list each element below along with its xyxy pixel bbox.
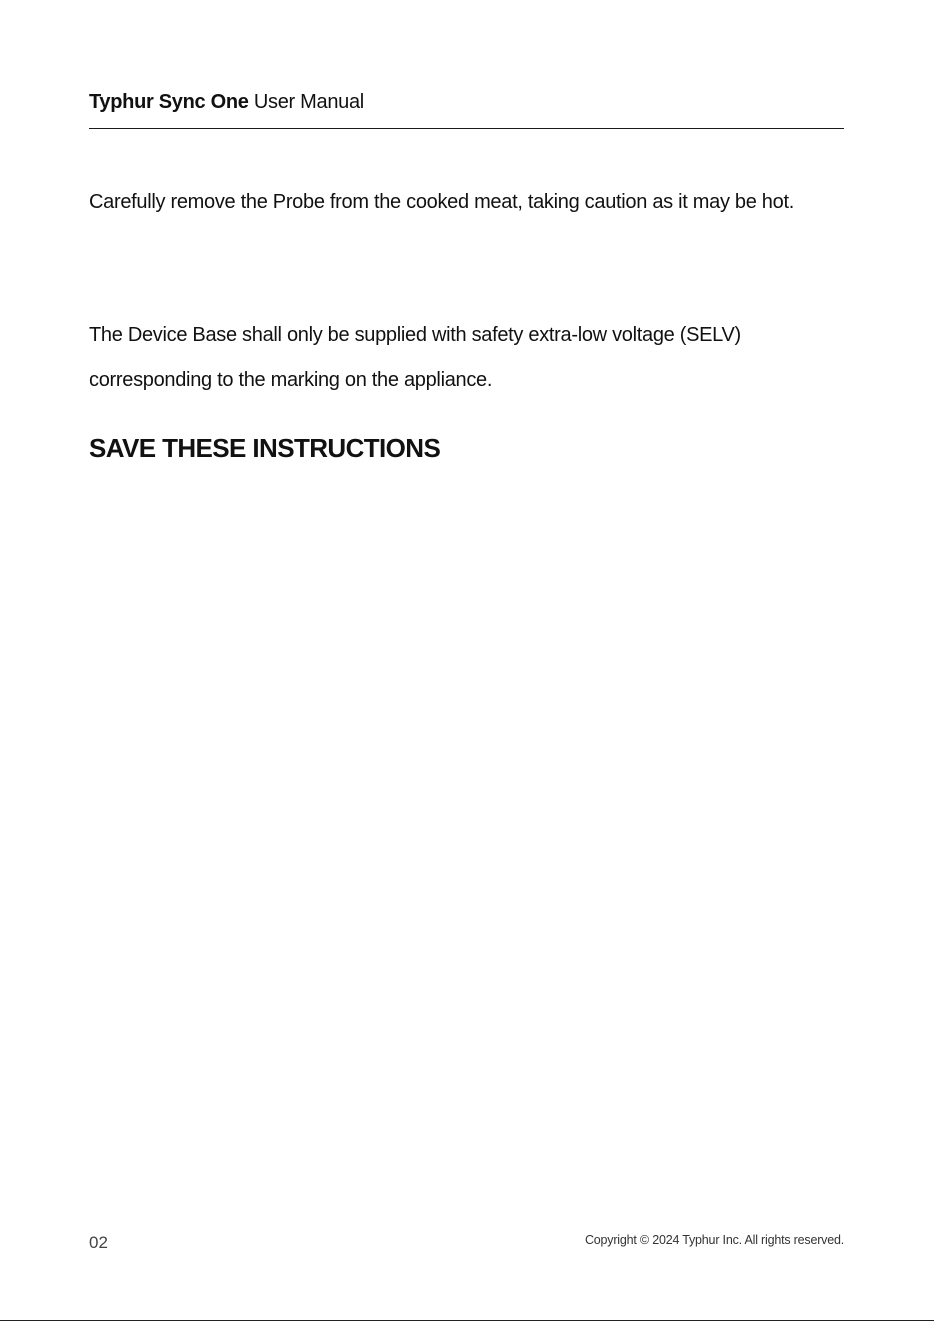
page-number: 02 <box>89 1233 108 1252</box>
selv-supply-paragraph: The Device Base shall only be supplied with safety extra-low voltage (SELV) corresponding to the marking on the appliance. <box>89 324 741 391</box>
copyright-notice: Copyright © 2024 Typhur Inc. All rights reserved. <box>584 1233 844 1247</box>
save-instructions-heading: SAVE THESE INSTRUCTIONS <box>89 433 441 463</box>
product-name: Typhur Sync One <box>89 91 249 113</box>
page-header <box>89 88 844 129</box>
manual-title <box>89 88 844 116</box>
page-bottom-edge <box>0 1320 934 1321</box>
document-type: User Manual <box>253 91 364 113</box>
probe-removal-paragraph: Carefully remove the Probe from the cooked meat, taking caution as it may be hot. <box>89 191 794 213</box>
